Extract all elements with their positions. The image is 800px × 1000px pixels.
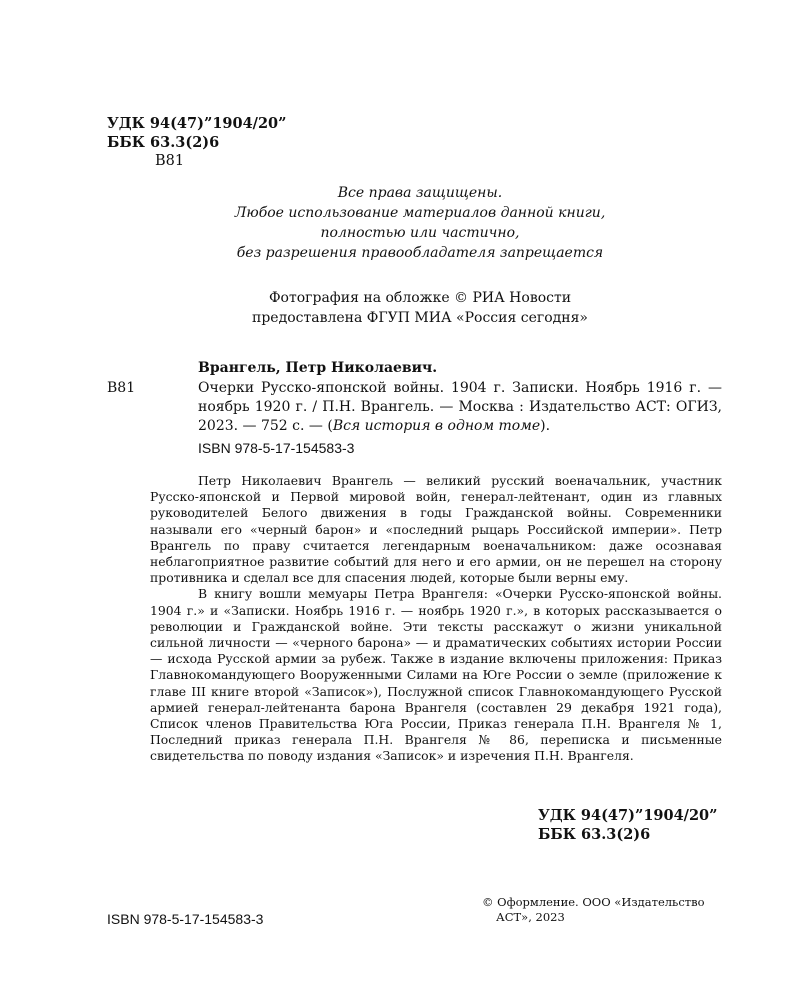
udk-code: УДК 94(47)”1904/20” <box>107 115 287 132</box>
author-mark: В81 <box>155 153 185 169</box>
catalog-description-end: ). <box>540 418 551 434</box>
top-classification-codes <box>107 114 287 171</box>
annotation <box>150 473 722 765</box>
catalog-series: Вся история в одном томе <box>332 418 541 434</box>
bottom-classification-codes <box>538 806 718 844</box>
footer-isbn: ISBN 978-5-17-154583-3 <box>107 911 264 927</box>
rights-notice <box>150 183 690 263</box>
photo-credit-line-2: предоставлена ФГУП МИА «Россия сегодня» <box>252 310 588 326</box>
photo-credit <box>150 288 690 328</box>
bottom-udk-code: УДК 94(47)”1904/20” <box>538 807 718 824</box>
rights-line-4: без разрешения правообладателя запрещается <box>236 245 604 261</box>
catalog-author: Врангель, Петр Николаевич. <box>198 360 438 376</box>
copyright-line-2: АСТ», 2023 <box>496 910 565 924</box>
catalog-description-main: Очерки Русско-японской войны. 1904 г. Записки. Ноябрь 1916 г. — ноябрь 1920 г. / П.Н. Врангель. — Москва : Издательство АСТ: ОГИЗ, 2023. — 752 с. — ( <box>198 380 722 434</box>
catalog-code: В81 <box>107 380 136 396</box>
copyright-notice <box>482 895 705 925</box>
annotation-paragraph-2: В книгу вошли мемуары Петра Врангеля: «Очерки Русско-японской войны. 1904 г.» и «Записки. Ноябрь 1916 г. — ноябрь 1920 г.», в которых рассказывается о революции и Гражданской войне. Эти тексты расскажут о жизни уникальной сильной личности — «черного барона» — и драматических событиях истории России — исхода Русской армии за рубеж. Также в издание включены приложения: Приказ Главнокомандующего Вооруженными Силами на Юге России о земле (приложение к главе III книге второй «Записок»), Послужной список Главнокомандующего Русской армией генерал-лейтенанта барона Врангеля (составлен 29 декабря 1921 года), Список членов Правительства Юга России, Приказ генерала П.Н. Врангеля № 1, Последний приказ генерала П.Н. Врангеля № 86, переписка и письменные свидетельства по поводу издания «Записок» и изречения П.Н. Врангеля. <box>150 586 722 764</box>
copyright-line-1: © Оформление. ООО «Издательство <box>482 895 705 909</box>
rights-line-3: полностью или частично, <box>320 225 520 241</box>
rights-line-2: Любое использование материалов данной книги, <box>234 205 606 221</box>
annotation-paragraph-1: Петр Николаевич Врангель — великий русский военачальник, участник Русско-японской и Первой мировой войн, генерал-лейтенант, один из главных руководителей Белого движения в годы Гражданской войны. Современники называли его «черный барон» и «последний рыцарь Российской империи». Петр Врангель по праву считается легендарным военачальником: даже осознавая неблагоприятное развитие событий для него и его армии, он не перешел на сторону противника и сделал все для спасения людей, которые были верны ему. <box>150 473 722 586</box>
bbk-code: ББК 63.3(2)6 <box>107 134 220 151</box>
bottom-bbk-code: ББК 63.3(2)6 <box>538 826 651 843</box>
rights-line-1: Все права защищены. <box>337 185 503 201</box>
catalog-description <box>198 379 722 436</box>
catalog-isbn: ISBN 978-5-17-154583-3 <box>198 440 355 456</box>
photo-credit-line-1: Фотография на обложке © РИА Новости <box>268 290 572 306</box>
